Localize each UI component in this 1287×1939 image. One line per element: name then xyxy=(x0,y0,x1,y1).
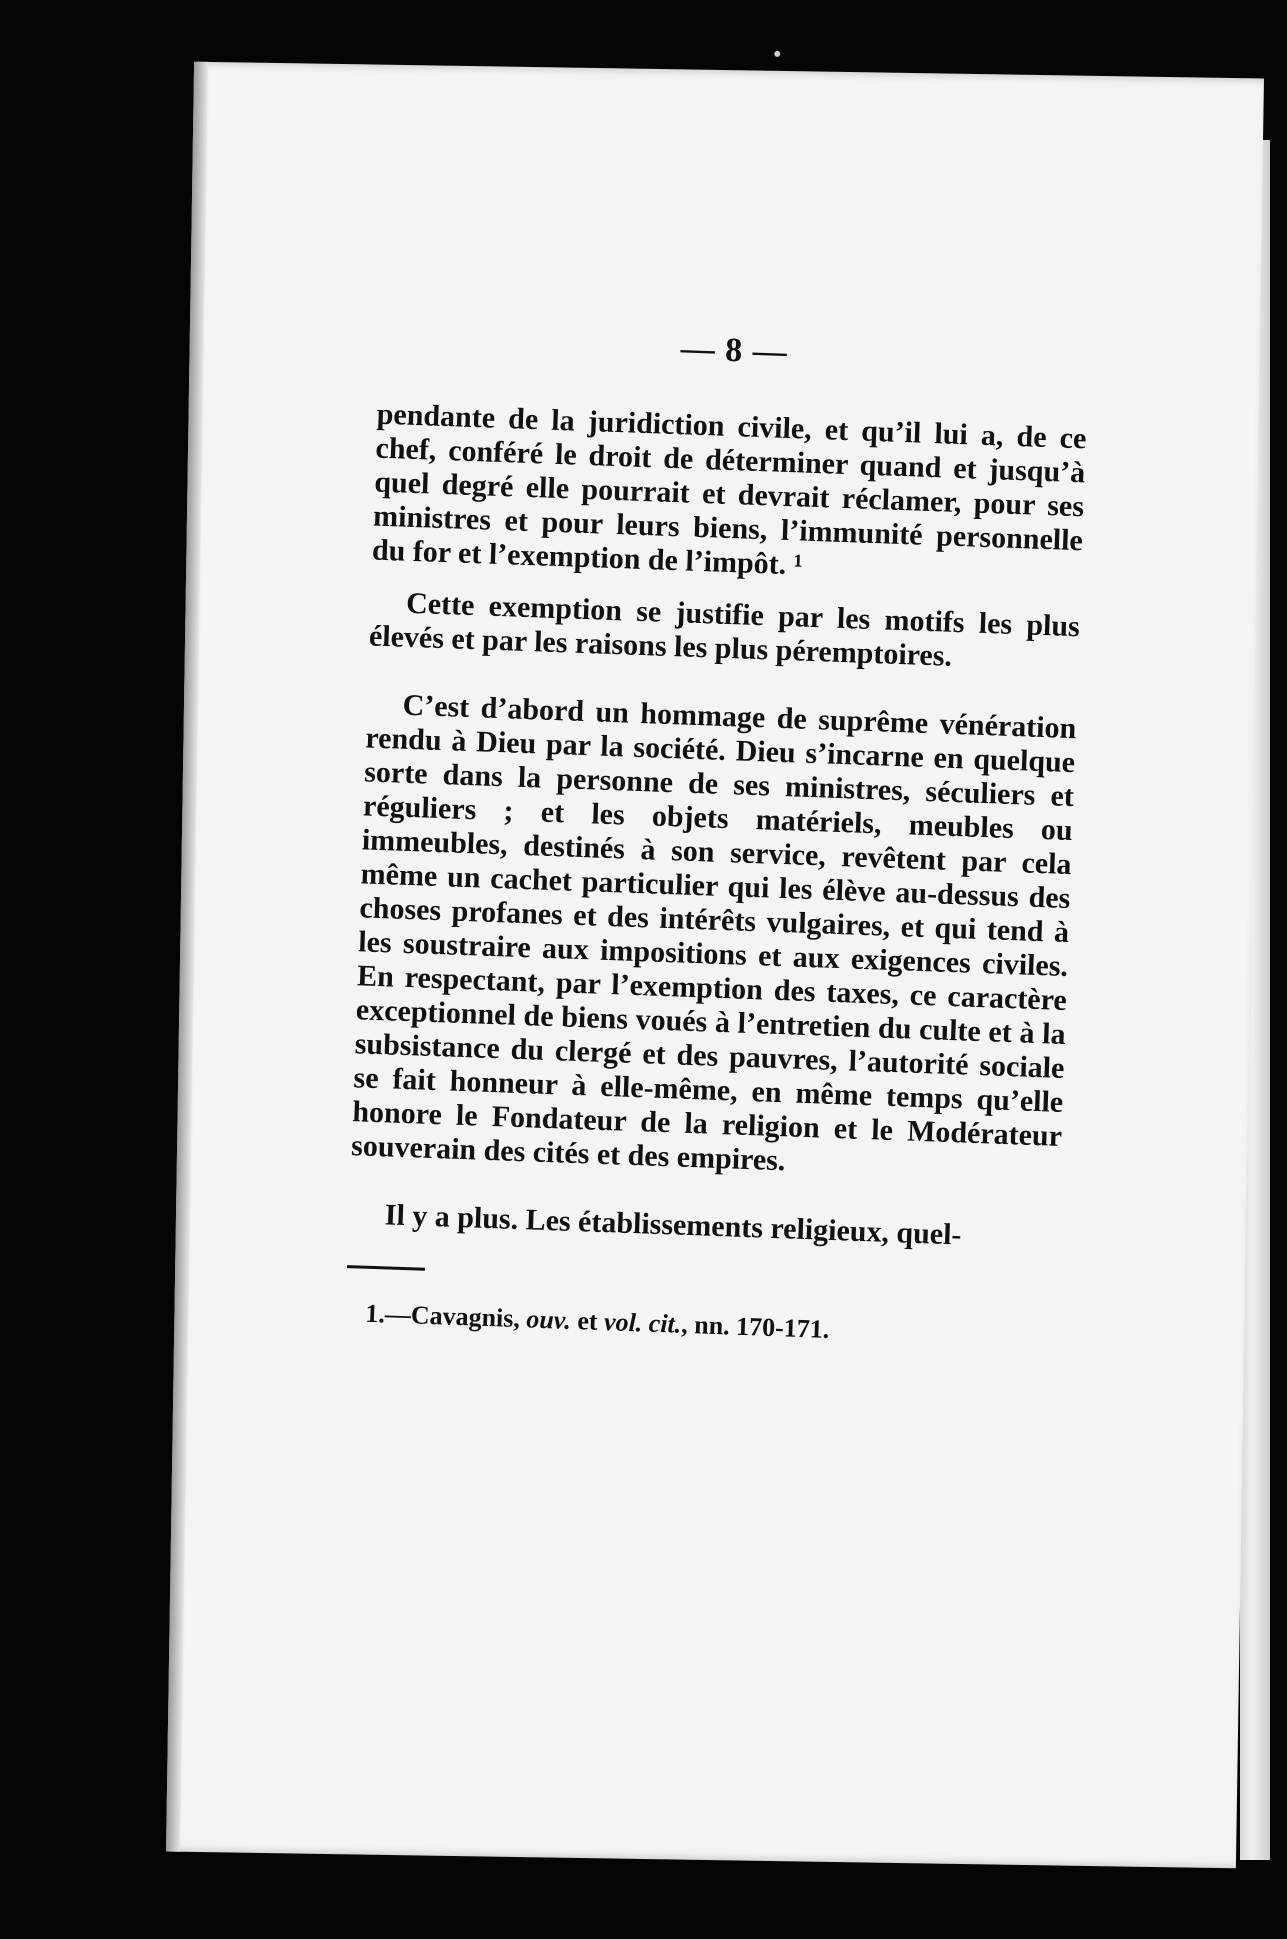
footnote xyxy=(365,1299,1056,1353)
footnote-vol-cit: vol. cit. xyxy=(603,1307,682,1339)
footnote-divider xyxy=(347,1265,425,1271)
page-content xyxy=(345,320,1090,1353)
paragraph-3: C’est d’abord un hommage de suprême vénération rendu à Dieu par la société. Dieu s’incarne en quelque sorte dans la personne de ses ministres, séculiers et réguliers ; et les objets matériels, meubles ou immeubles, destinés à son service, revêtent par cela même un cachet particulier qui les élève au-dessus des choses profanes et des intérêts vulgaires, et qui tend à les soustraire aux impositions et aux exigences civiles. En respectant, par l’exemption des taxes, ce caractère exceptionnel de biens voués à l’entretien du culte et à la subsistance du clergé et des pauvres, l’autorité sociale se fait honneur à elle-même, en même temps qu’elle honore le Fondateur de la religion et le Modérateur souverain des cités et des empires. xyxy=(350,688,1077,1178)
paragraph-1: pendante de la juridiction civile, et qu’il lui a, de ce chef, conféré le droit de déterminer quand et jusqu’à quel degré elle pourrait et devrait réclamer, pour ses ministres et pour leurs biens, l’immunité personnelle du for et l’exemption de l’impôt. ¹ xyxy=(371,397,1087,582)
footnote-et: et xyxy=(570,1305,605,1337)
paragraph-2: Cette exemption se justifie par les motifs les plus élevés et par les raisons les plus péremptoires. xyxy=(368,586,1081,673)
book-page xyxy=(166,62,1264,1869)
footnote-ouv: ouv. xyxy=(525,1304,572,1335)
dust-speck xyxy=(774,51,780,57)
footnote-author: 1.—Cavagnis, xyxy=(364,1298,527,1334)
page-number: — 8 — xyxy=(680,330,789,371)
footnote-pages: , nn. 170-171. xyxy=(680,1309,830,1344)
paragraph-4: Il y a plus. Les établissements religieux, quel- xyxy=(384,1198,963,1252)
